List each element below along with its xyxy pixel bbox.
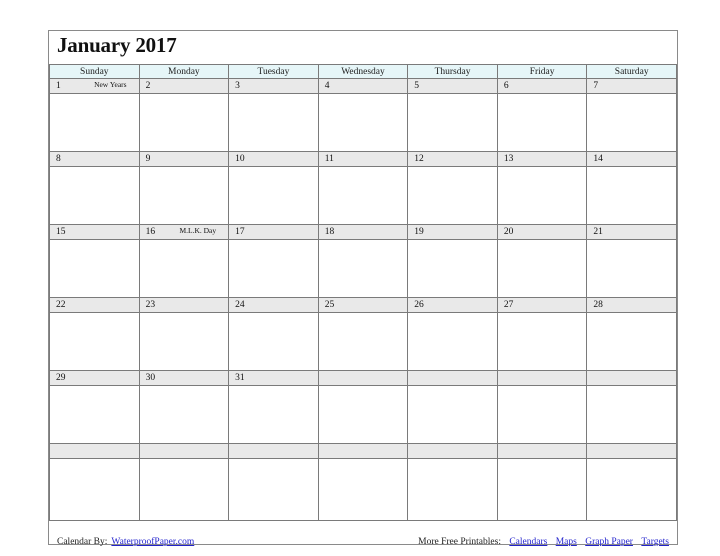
date-cell	[50, 371, 140, 386]
day-notes-cell[interactable]	[587, 94, 677, 152]
week-notes-row	[50, 386, 677, 444]
day-number: 28	[593, 300, 603, 310]
day-notes-cell[interactable]	[587, 240, 677, 298]
date-cell	[408, 79, 498, 94]
day-number: 22	[56, 300, 66, 310]
date-cell	[497, 225, 587, 240]
day-notes-cell[interactable]	[318, 94, 408, 152]
date-cell	[408, 371, 498, 386]
day-notes-cell[interactable]	[587, 386, 677, 444]
day-notes-cell[interactable]	[139, 313, 229, 371]
week-notes-row	[50, 240, 677, 298]
day-notes-cell[interactable]	[50, 167, 140, 225]
day-number: 18	[324, 227, 335, 237]
weekday-header-row	[50, 65, 677, 79]
day-notes-cell[interactable]	[497, 240, 587, 298]
week-date-row	[50, 152, 677, 167]
day-number: 16	[145, 227, 156, 237]
day-number: 5	[414, 81, 419, 91]
day-number: 27	[503, 300, 514, 310]
week-date-row	[50, 298, 677, 313]
week-notes-row	[50, 313, 677, 371]
day-notes-cell[interactable]	[318, 386, 408, 444]
calendar-sheet	[48, 30, 678, 545]
date-cell	[50, 444, 140, 459]
day-number: 12	[414, 154, 424, 164]
calendars-link[interactable]: Calendars	[509, 537, 548, 547]
day-number: 13	[503, 154, 514, 164]
day-number: 6	[503, 81, 509, 91]
date-cell	[408, 444, 498, 459]
day-number: 9	[145, 154, 151, 164]
day-notes-cell[interactable]	[139, 386, 229, 444]
calendar-grid	[49, 64, 677, 521]
week-date-row	[50, 371, 677, 386]
day-number: 31	[235, 373, 245, 383]
date-cell	[50, 225, 140, 240]
date-cell	[139, 225, 229, 240]
date-cell	[408, 152, 498, 167]
day-number: 25	[324, 300, 335, 310]
holiday-label: New Years	[94, 80, 127, 89]
week-notes-row	[50, 459, 677, 521]
week-date-row	[50, 79, 677, 94]
day-number: 1	[56, 81, 61, 91]
date-cell	[587, 444, 677, 459]
day-notes-cell[interactable]	[139, 94, 229, 152]
day-number: 3	[235, 81, 240, 91]
day-notes-cell[interactable]	[139, 459, 229, 521]
date-cell	[497, 371, 587, 386]
graph-paper-link[interactable]: Graph Paper	[585, 537, 633, 547]
day-number: 29	[56, 373, 66, 383]
week-date-row	[50, 444, 677, 459]
date-cell	[497, 79, 587, 94]
date-cell	[229, 225, 319, 240]
date-cell	[587, 298, 677, 313]
date-cell	[318, 152, 408, 167]
date-cell	[139, 371, 229, 386]
targets-link[interactable]: Targets	[641, 537, 669, 547]
day-notes-cell[interactable]	[408, 386, 498, 444]
day-number: 21	[593, 227, 603, 237]
date-cell	[497, 152, 587, 167]
calendar-weeks	[50, 79, 677, 521]
calendar-title: January 2017	[57, 33, 177, 57]
more-printables	[418, 537, 669, 547]
day-notes-cell[interactable]	[50, 94, 140, 152]
date-cell	[318, 371, 408, 386]
day-notes-cell[interactable]	[50, 386, 140, 444]
day-notes-cell[interactable]	[318, 313, 408, 371]
day-notes-cell[interactable]	[497, 459, 587, 521]
weekday-header: Thursday	[408, 65, 498, 79]
day-notes-cell[interactable]	[408, 167, 498, 225]
date-cell	[139, 152, 229, 167]
day-notes-cell[interactable]	[318, 240, 408, 298]
date-cell	[139, 79, 229, 94]
date-cell	[408, 225, 498, 240]
date-cell	[318, 225, 408, 240]
date-cell	[50, 152, 140, 167]
date-cell	[318, 79, 408, 94]
day-number: 8	[56, 154, 61, 164]
day-notes-cell[interactable]	[408, 94, 498, 152]
day-number: 2	[145, 81, 151, 91]
week-notes-row	[50, 94, 677, 152]
day-notes-cell[interactable]	[318, 167, 408, 225]
day-number: 20	[503, 227, 514, 237]
day-notes-cell[interactable]	[229, 386, 319, 444]
day-notes-cell[interactable]	[229, 94, 319, 152]
date-cell	[497, 444, 587, 459]
day-number: 4	[324, 81, 330, 91]
date-cell	[318, 444, 408, 459]
day-notes-cell[interactable]	[408, 313, 498, 371]
weekday-header: Tuesday	[229, 65, 319, 79]
day-notes-cell[interactable]	[229, 167, 319, 225]
weekday-header: Wednesday	[318, 65, 408, 79]
date-cell	[587, 371, 677, 386]
week-date-row	[50, 225, 677, 240]
date-cell	[587, 152, 677, 167]
credit	[57, 537, 194, 547]
day-notes-cell[interactable]	[497, 313, 587, 371]
day-number: 14	[593, 154, 603, 164]
day-notes-cell[interactable]	[229, 313, 319, 371]
day-notes-cell[interactable]	[497, 386, 587, 444]
day-notes-cell[interactable]	[139, 240, 229, 298]
day-notes-cell[interactable]	[408, 240, 498, 298]
date-cell	[139, 444, 229, 459]
day-notes-cell[interactable]	[50, 313, 140, 371]
date-cell	[229, 152, 319, 167]
credit-label: Calendar By:	[57, 537, 108, 547]
day-number: 23	[145, 300, 156, 310]
day-notes-cell[interactable]	[497, 94, 587, 152]
date-cell	[139, 298, 229, 313]
date-cell	[229, 371, 319, 386]
day-notes-cell[interactable]	[587, 459, 677, 521]
date-cell	[229, 79, 319, 94]
holiday-label: M.L.K. Day	[179, 226, 217, 235]
date-cell	[497, 298, 587, 313]
weekday-header: Sunday	[50, 65, 140, 79]
day-number: 15	[56, 227, 66, 237]
credit-link[interactable]: WaterproofPaper.com	[111, 537, 195, 547]
day-number: 24	[235, 300, 245, 310]
day-notes-cell[interactable]	[50, 459, 140, 521]
day-notes-cell[interactable]	[408, 459, 498, 521]
weekday-header: Saturday	[587, 65, 677, 79]
day-notes-cell[interactable]	[497, 167, 587, 225]
weekday-header: Monday	[139, 65, 229, 79]
date-cell	[50, 79, 140, 94]
date-cell	[587, 225, 677, 240]
day-notes-cell[interactable]	[50, 240, 140, 298]
maps-link[interactable]: Maps	[555, 537, 577, 547]
day-notes-cell[interactable]	[229, 240, 319, 298]
date-cell	[408, 298, 498, 313]
weekday-header: Friday	[497, 65, 587, 79]
day-number: 7	[593, 81, 599, 91]
more-printables-label: More Free Printables:	[418, 537, 501, 547]
day-notes-cell[interactable]	[587, 313, 677, 371]
week-notes-row	[50, 167, 677, 225]
day-notes-cell[interactable]	[587, 167, 677, 225]
day-number: 17	[235, 227, 245, 237]
day-number: 30	[145, 373, 156, 383]
day-notes-cell[interactable]	[139, 167, 229, 225]
date-cell	[50, 298, 140, 313]
date-cell	[229, 444, 319, 459]
day-notes-cell[interactable]	[229, 459, 319, 521]
date-cell	[318, 298, 408, 313]
day-notes-cell[interactable]	[318, 459, 408, 521]
day-number: 19	[414, 227, 424, 237]
day-number: 11	[324, 154, 334, 164]
day-number: 10	[235, 154, 245, 164]
date-cell	[587, 79, 677, 94]
date-cell	[229, 298, 319, 313]
day-number: 26	[414, 300, 424, 310]
